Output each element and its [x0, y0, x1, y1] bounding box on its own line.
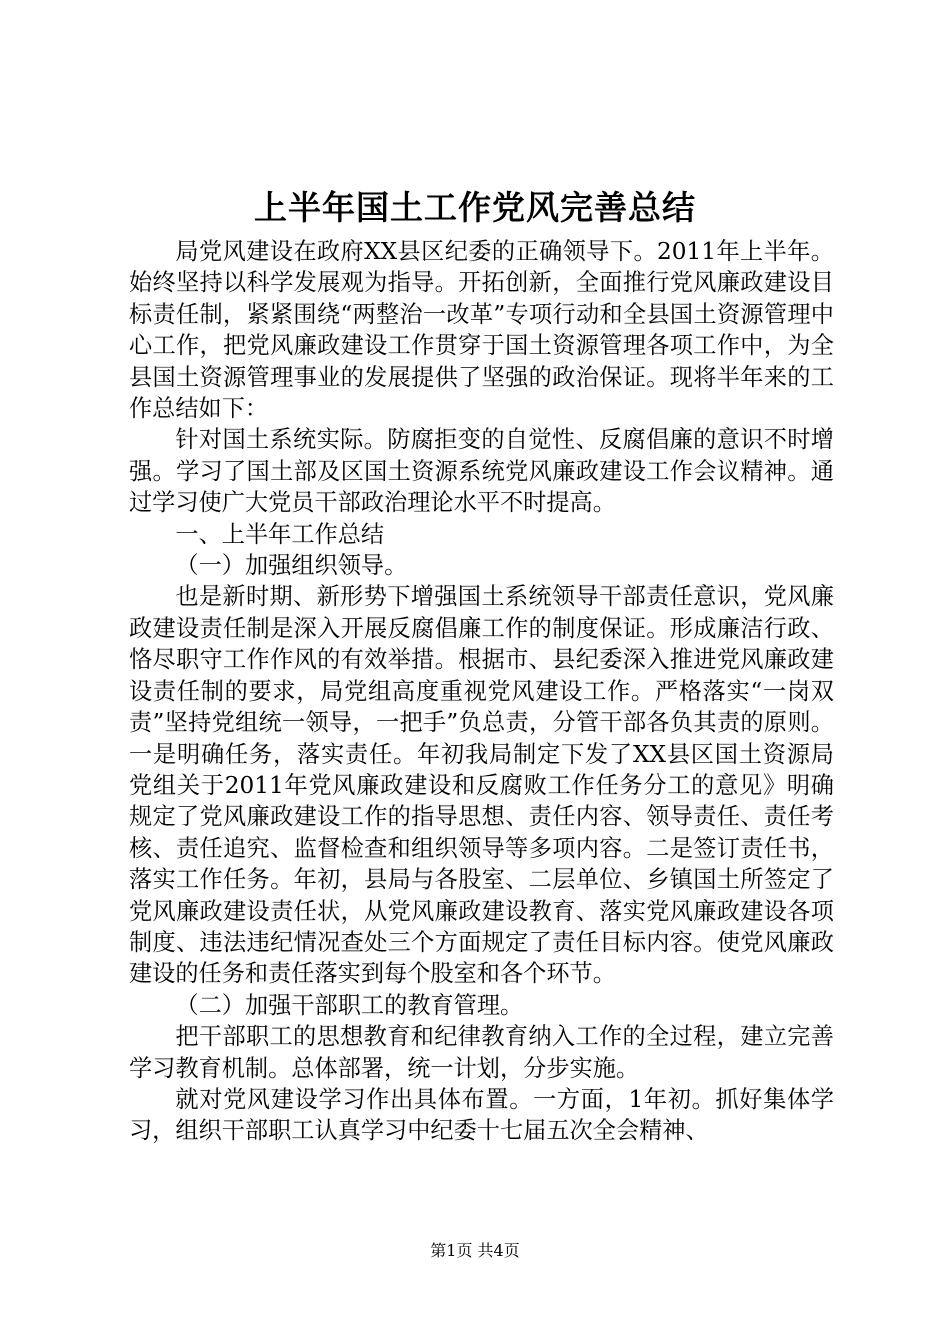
- document-title: 上半年国土工作党风完善总结: [254, 188, 696, 227]
- paragraph-responsibility: 也是新时期、新形势下增强国土系统领导干部责任意识，党风廉政建设责任制是深入开展反腐倡廉工作的制度保证。形成廉洁行政、恪尽职守工作作风的有效举措。根据市、县纪委深入推进党风廉政建设责任制的要求，局党组高度重视党风建设工作。严格落实“一岗双责”坚持党组统一领导，一把手”负总责，分管干部各负其责的原则。一是明确任务，落实责任。年初我局制定下发了XX县区国土资源局党组关于2011年党风廉政建设和反腐败工作任务分工的意见》明确规定了党风廉政建设工作的指导思想、责任内容、领导责任、责任考核、责任追究、监督检查和组织领导等多项内容。二是签订责任书，落实工作任务。年初，县局与各股室、二层单位、乡镇国土所签定了党风廉政建设责任状，从党风廉政建设教育、落实党风廉政建设各项制度、违法违纪情况查处三个方面规定了责任目标内容。使党风廉政建设的任务和责任落实到每个股室和各个环节。: [129, 583, 834, 988]
- paragraph-intro: 局党风建设在政府XX县区纪委的正确领导下。2011年上半年。始终坚持以科学发展观为指导。开拓创新，全面推行党风廉政建设目标责任制，紧紧围绕“两整治一改革”专项行动和全县国土资源管理中心工作，把党风廉政建设工作贯穿于国土资源管理各项工作中，为全县国土资源管理事业的发展提供了坚强的政治保证。现将半年来的工作总结如下：: [129, 238, 834, 423]
- document-body: [129, 236, 834, 1147]
- subsection-heading-2: （二）加强干部职工的教育管理。: [175, 991, 524, 1019]
- subsection-heading-1: （一）加强组织领导。: [175, 552, 408, 580]
- paragraph-education: 把干部职工的思想教育和纪律教育纳入工作的全过程，建立完善学习教育机制。总体部署，统一计划，分步实施。: [129, 1023, 834, 1082]
- section-heading-1: 一、上半年工作总结: [175, 520, 385, 548]
- paragraph-study: 针对国土系统实际。防腐拒变的自觉性、反腐倡廉的意识不时增强。学习了国土部及区国土资源系统党风廉政建设工作会议精神。通过学习使广大党员干部政治理论水平不时提高。: [129, 426, 834, 517]
- page-number-footer: 第1页 共4页: [430, 1241, 520, 1260]
- paragraph-study-arrangement: 就对党风建设学习作出具体布置。一方面，1年初。抓好集体学习，组织干部职工认真学习中纪委十七届五次全会精神、: [129, 1085, 834, 1145]
